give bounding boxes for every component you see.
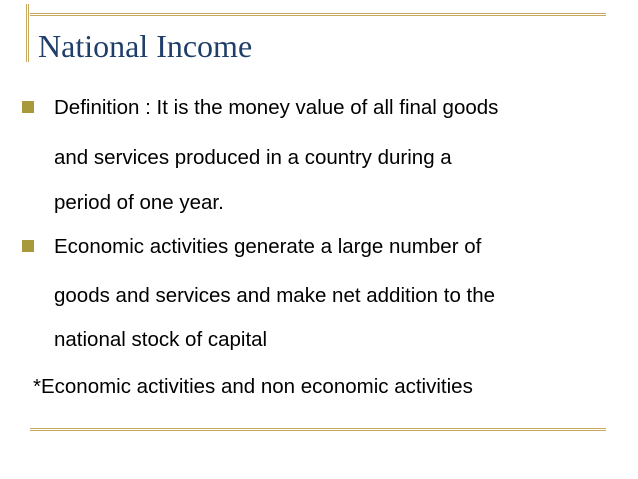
bullet-1-line-2: and services produced in a country during a [54, 146, 452, 169]
bullet-2-line-1: Economic activities generate a large number of [54, 235, 482, 258]
bullet-2-line-3: national stock of capital [54, 328, 268, 351]
bottom-rule [30, 428, 606, 431]
square-bullet-icon [22, 240, 34, 252]
slide-title: National Income [38, 28, 253, 64]
bullet-1-line-1: Definition : It is the money value of all final goods [54, 96, 499, 119]
title-top-rule [30, 13, 606, 16]
square-bullet-icon [22, 101, 34, 113]
bullet-2-line-2: goods and services and make net addition to the [54, 284, 496, 307]
title-left-rule [26, 4, 29, 62]
footnote-text: *Economic activities and non economic activities [33, 375, 473, 398]
bullet-1-line-3: period of one year. [54, 191, 224, 214]
